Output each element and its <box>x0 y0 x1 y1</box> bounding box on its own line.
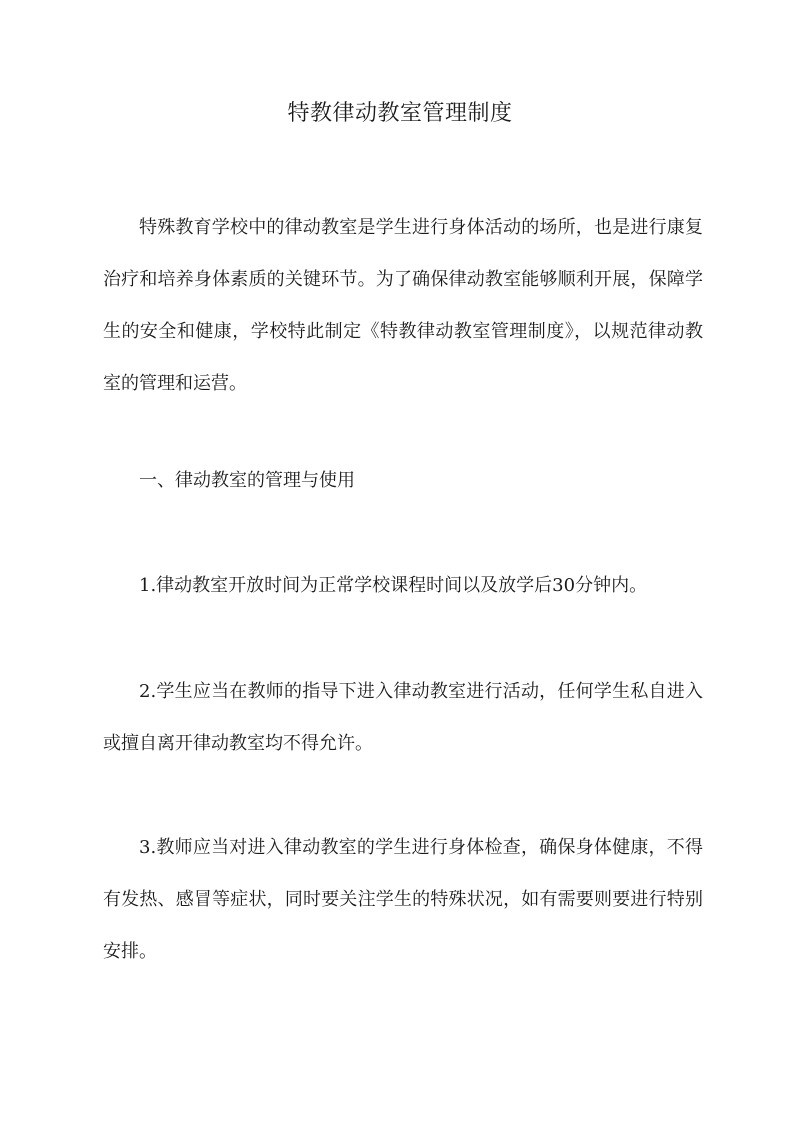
rule-item-2: 2.学生应当在教师的指导下进入律动教室进行活动，任何学生私自进入或擅自离开律动教室均不得允许。 <box>103 681 703 754</box>
section-heading: 一、律动教室的管理与使用 <box>139 470 355 491</box>
rule-item-3: 3.教师应当对进入律动教室的学生进行身体检查，确保身体健康，不得有发热、感冒等症状，同时要关注学生的特殊状况，如有需要则要进行特别安排。 <box>103 837 703 962</box>
document-title: 特教律动教室管理制度 <box>287 101 513 126</box>
rule-item-1: 1.律动教室开放时间为正常学校课程时间以及放学后30分钟内。 <box>139 575 648 596</box>
intro-paragraph: 特殊教育学校中的律动教室是学生进行身体活动的场所，也是进行康复治疗和培养身体素质的关键环节。为了确保律动教室能够顺利开展，保障学生的安全和健康，学校特此制定《特教律动教室管理制度》，以规范律动教室的管理和运营。 <box>103 217 703 394</box>
